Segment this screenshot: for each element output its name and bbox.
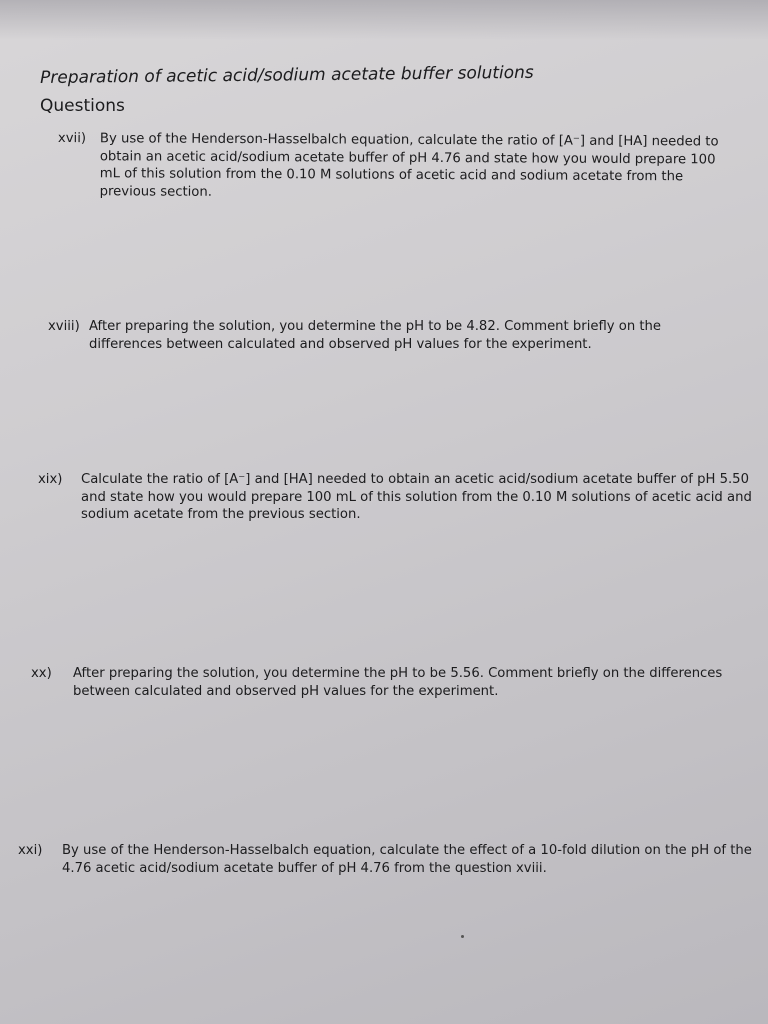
question-number: xxi)	[18, 843, 43, 858]
page-edge-shadow	[0, 0, 768, 40]
question-number: xviii)	[48, 319, 80, 334]
question-text: By use of the Henderson-Hasselbalch equation, calculate the effect of a 10-fold dilution on the pH of the 4.76 acetic acid/sodium acetate buffer of pH 4.76 from the question xviii.	[62, 843, 752, 876]
question-number: xix)	[38, 472, 63, 487]
document-title: Preparation of acetic acid/sodium acetate buffer solutions	[40, 62, 534, 88]
section-heading: Questions	[40, 96, 125, 116]
question-text: After preparing the solution, you determine the pH to be 5.56. Comment briefly on the differences between calculated and observed pH values for the experiment.	[73, 666, 723, 699]
question-text: Calculate the ratio of [A⁻] and [HA] needed to obtain an acetic acid/sodium acetate buffer of pH 5.50 and state how you would prepare 100 mL of this solution from the 0.10 M solutions of acetic acid and sodium acetate from the previous section.	[81, 472, 752, 522]
question-xvii	[57, 130, 738, 200]
question-number: xx)	[31, 666, 52, 681]
stray-mark	[461, 935, 464, 938]
question-text: After preparing the solution, you determine the pH to be 4.82. Comment briefly on the differences between calculated and observed pH values for the experiment.	[89, 319, 662, 352]
question-text: By use of the Henderson-Hasselbalch equation, calculate the ratio of [A⁻] and [HA] needed to obtain an acetic acid/sodium acetate buffer of pH 4.76 and state how you would prepare 100 mL of this solution from the 0.10 M solutions of acetic acid and sodium acetate from the previous section.	[99, 131, 719, 200]
question-number: xvii)	[57, 130, 87, 147]
